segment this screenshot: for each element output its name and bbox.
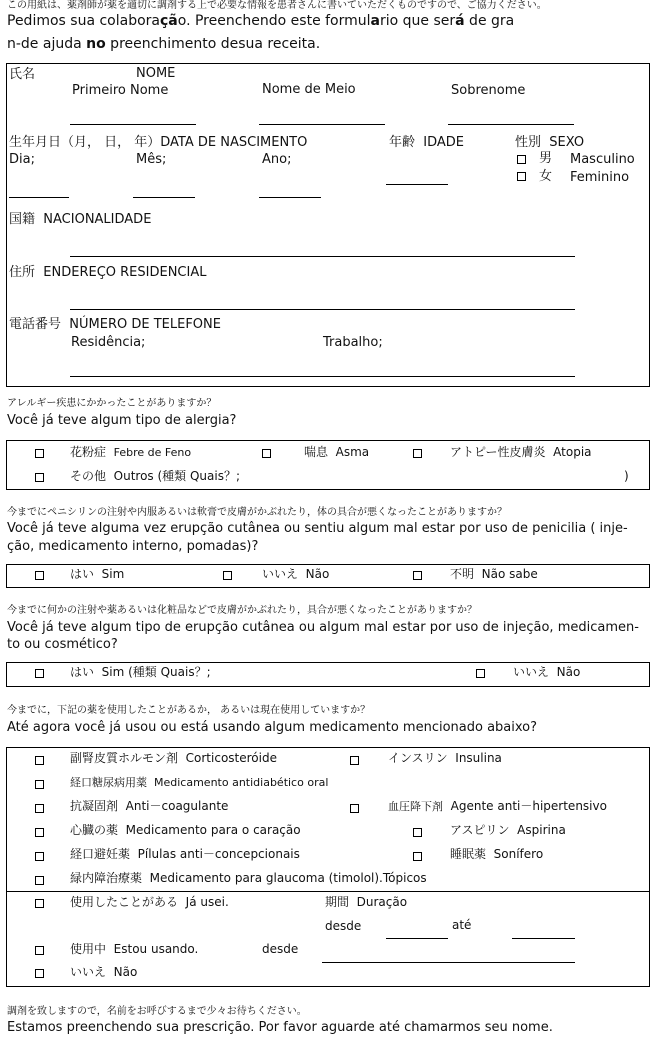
penicillin-no-checkbox[interactable]: [223, 571, 232, 580]
header-pt-line2: n-de ajuda no preenchimento desua receita.: [7, 36, 321, 52]
meds-question-jp: 今までに，下記の薬を使用したことがあるか， あるいは現在使用していますか？: [7, 705, 371, 716]
allergy-other-checkbox[interactable]: [35, 473, 44, 482]
allergy-other-close: ): [624, 469, 629, 483]
penicillin-yes-label: はい Sim: [70, 567, 125, 581]
med-antidiabetic-label: 経口糖尿病用薬 Medicamento antidiabético oral: [70, 776, 329, 789]
penicillin-question-pt2: ção, medicamento interno, pomadas)?: [7, 539, 259, 554]
med-aspirin-checkbox[interactable]: [413, 828, 422, 837]
nationality-field[interactable]: [70, 256, 575, 257]
last-name-field[interactable]: [448, 124, 574, 125]
never-checkbox[interactable]: [35, 969, 44, 978]
penicillin-unknown-checkbox[interactable]: [413, 571, 422, 580]
meds-question-pt: Até agora você já usou ou está usando algum medicamento mencionado abaixo?: [7, 720, 538, 735]
male-label-pt: Masculino: [570, 152, 635, 167]
med-sleeping-checkbox[interactable]: [413, 852, 422, 861]
penicillin-no-label: いいえ Não: [262, 567, 330, 581]
address-label: 住所 ENDEREÇO RESIDENCIAL: [9, 265, 207, 280]
period-to-label: até: [452, 918, 472, 932]
header-pt-line1: Pedimos sua colaboração. Preenchendo este formulario que será de gra: [7, 13, 515, 29]
meds-divider: [6, 891, 650, 892]
last-name-label: Sobrenome: [451, 83, 526, 98]
period-from-label: desde: [325, 919, 362, 933]
injection-question-jp: 今までに何かの注射や薬あるいは化粧品などで皮膚がかぶれたり，具合が悪くなったことがありますか？: [7, 605, 477, 616]
first-name-field[interactable]: [70, 124, 196, 125]
using-since-field[interactable]: [322, 962, 575, 963]
footer-pt: Estamos preenchendo sua prescrição. Por favor aguarde até chamarmos seu nome.: [7, 1020, 553, 1035]
birth-year-label: Ano;: [262, 152, 292, 167]
male-checkbox[interactable]: [517, 155, 526, 164]
med-insulin-checkbox[interactable]: [350, 756, 359, 765]
penicillin-unknown-label: 不明 Não sabe: [450, 567, 538, 581]
period-label: 期間 Duração: [325, 895, 408, 909]
injection-yes-checkbox[interactable]: [35, 669, 44, 678]
middle-name-label: Nome de Meio: [262, 82, 356, 97]
allergy-other-label: その他 Outros (種類 Quais？;: [70, 469, 241, 483]
birth-day-field[interactable]: [9, 197, 69, 198]
phone-work-label: Trabalho;: [323, 335, 383, 350]
med-antidiabetic-checkbox[interactable]: [35, 780, 44, 789]
allergy-hayfever-checkbox[interactable]: [35, 449, 44, 458]
phone-field[interactable]: [70, 376, 575, 377]
injection-no-checkbox[interactable]: [476, 669, 485, 678]
period-from-field[interactable]: [386, 938, 448, 939]
injection-question-pt1: Você já teve algum tipo de erupção cutânea ou algum mal estar por uso de injeção, medicamen-: [7, 620, 639, 635]
footer-jp: 調剤を致しますので，名前をお呼びするまで少々お待ちください。: [7, 1006, 307, 1017]
penicillin-question-pt1: Você já teve alguma vez erupção cutânea ou sentiu algum mal estar por uso de penicilia ( inje-: [7, 521, 628, 536]
med-antihypertensive-label: 血圧降下剤 Agente anti－hipertensivo: [388, 799, 607, 813]
using-since-label: desde: [262, 942, 299, 956]
middle-name-field[interactable]: [259, 124, 385, 125]
birth-month-label: Mês;: [136, 152, 167, 167]
allergy-asthma-checkbox[interactable]: [262, 449, 271, 458]
allergy-hayfever-label: 花粉症 Febre de Feno: [70, 445, 192, 459]
med-corticosteroid-label: 副腎皮質ホルモン剤 Corticosteróide: [70, 751, 277, 765]
age-label: 年齢 IDADE: [389, 135, 465, 150]
med-contraceptive-checkbox[interactable]: [35, 852, 44, 861]
med-sleeping-label: 睡眠薬 Sonífero: [450, 847, 544, 861]
med-anticoagulant-checkbox[interactable]: [35, 804, 44, 813]
phone-label: 電話番号 NÚMERO DE TELEFONE: [9, 317, 221, 332]
penicillin-yes-checkbox[interactable]: [35, 571, 44, 580]
med-aspirin-label: アスピリン Aspirina: [450, 823, 566, 837]
female-checkbox[interactable]: [517, 172, 526, 181]
using-checkbox[interactable]: [35, 946, 44, 955]
med-glaucoma-label: 緑内障治療薬 Medicamento para glaucoma (timolol).Tópicos: [70, 871, 427, 885]
birth-month-field[interactable]: [133, 197, 195, 198]
header-jp: この用紙は、薬剤師が薬を適切に調剤する上で必要な情報を患者さんに書いていただくものですので、ご協力ください。: [7, 0, 547, 11]
allergy-atopy-checkbox[interactable]: [413, 449, 422, 458]
med-insulin-label: インスリン Insulina: [388, 751, 502, 765]
med-antihypertensive-checkbox[interactable]: [350, 804, 359, 813]
allergy-question-jp: アレルギー疾患にかかったことがありますか？: [7, 398, 217, 409]
penicillin-question-jp: 今までにペニシリンの注射や内服あるいは軟膏で皮膚がかぶれたり，体の具合が悪くなったことがありますか？: [7, 507, 507, 518]
injection-yes-label: はい Sim (種類 Quais？;: [70, 665, 211, 679]
used-checkbox[interactable]: [35, 899, 44, 908]
allergy-asthma-label: 喘息 Asma: [304, 445, 370, 459]
male-label-jp: 男: [539, 151, 553, 166]
first-name-label: Primeiro Nome: [72, 83, 169, 98]
address-field[interactable]: [70, 309, 575, 310]
birth-year-field[interactable]: [259, 197, 321, 198]
med-corticosteroid-checkbox[interactable]: [35, 756, 44, 765]
allergy-question-pt: Você já teve algum tipo de alergia?: [7, 413, 237, 428]
med-contraceptive-label: 経口避妊薬 Pílulas anti－concepcionais: [70, 847, 300, 861]
med-heart-label: 心臓の薬 Medicamento para o caração: [70, 823, 301, 837]
never-label: いいえ Não: [70, 965, 138, 979]
allergy-atopy-label: アトピー性皮膚炎 Atopia: [450, 445, 592, 459]
nationality-label: 国籍 NACIONALIDADE: [9, 212, 152, 227]
phone-home-label: Residência;: [71, 335, 146, 350]
using-label: 使用中 Estou usando.: [70, 942, 199, 956]
med-heart-checkbox[interactable]: [35, 828, 44, 837]
age-field[interactable]: [386, 184, 448, 185]
injection-question-pt2: to ou cosmético?: [7, 637, 118, 652]
name-label-pt: NOME: [136, 66, 176, 81]
med-glaucoma-checkbox[interactable]: [35, 876, 44, 885]
birth-day-label: Dia;: [9, 152, 35, 167]
name-label-jp: 氏名: [9, 67, 36, 82]
used-label: 使用したことがある Já usei.: [70, 895, 229, 909]
injection-no-label: いいえ Não: [513, 665, 581, 679]
sex-label: 性別 SEXO: [515, 135, 585, 150]
med-anticoagulant-label: 抗凝固剤 Anti－coagulante: [70, 799, 229, 813]
birth-label: 生年月日（月， 日， 年）DATA DE NASCIMENTO: [9, 135, 308, 150]
female-label-jp: 女: [539, 169, 553, 184]
female-label-pt: Feminino: [570, 170, 630, 185]
period-to-field[interactable]: [512, 938, 575, 939]
